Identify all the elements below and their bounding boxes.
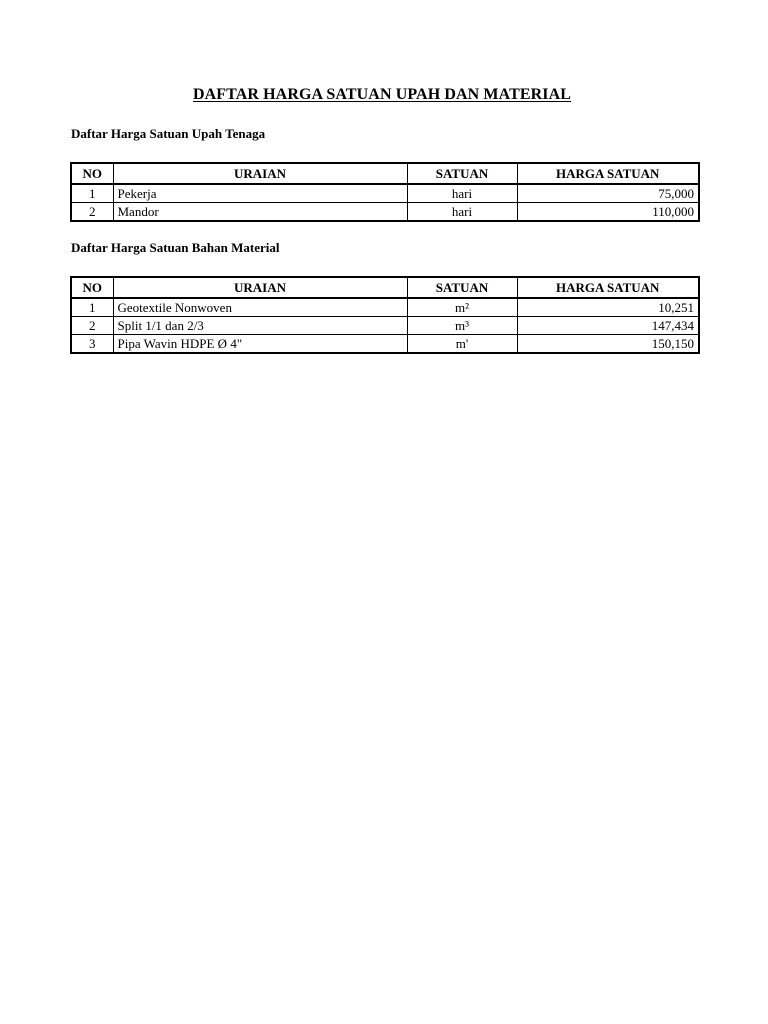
cell-uraian: Geotextile Nonwoven [113,298,407,317]
cell-no: 2 [71,203,113,222]
cell-uraian: Split 1/1 dan 2/3 [113,317,407,335]
cell-no: 1 [71,184,113,203]
table-bahan-material [70,276,700,354]
cell-uraian: Mandor [113,203,407,222]
table-row [71,184,699,203]
header-harga-satuan: HARGA SATUAN [517,163,699,184]
header-harga-satuan: HARGA SATUAN [517,277,699,298]
header-no: NO [71,163,113,184]
cell-harga: 10,251 [517,298,699,317]
cell-harga: 147,434 [517,317,699,335]
cell-uraian: Pekerja [113,184,407,203]
table-header-row [71,163,699,184]
header-satuan: SATUAN [407,277,517,298]
cell-harga: 75,000 [517,184,699,203]
table-row [71,335,699,354]
cell-uraian: Pipa Wavin HDPE Ø 4" [113,335,407,354]
cell-no: 3 [71,335,113,354]
table-upah-tenaga [70,162,700,222]
table-row [71,203,699,222]
section-title-bahan-material: Daftar Harga Satuan Bahan Material [71,240,280,255]
cell-satuan: m³ [407,317,517,335]
cell-satuan: hari [407,184,517,203]
cell-harga: 150,150 [517,335,699,354]
table-row [71,298,699,317]
section-title-upah-tenaga: Daftar Harga Satuan Upah Tenaga [71,126,266,141]
cell-harga: 110,000 [517,203,699,222]
page-title: DAFTAR HARGA SATUAN UPAH DAN MATERIAL [192,86,572,103]
cell-no: 2 [71,317,113,335]
header-uraian: URAIAN [113,163,407,184]
header-no: NO [71,277,113,298]
cell-satuan: m² [407,298,517,317]
table-row [71,317,699,335]
cell-satuan: hari [407,203,517,222]
cell-satuan: m' [407,335,517,354]
cell-no: 1 [71,298,113,317]
header-uraian: URAIAN [113,277,407,298]
table-header-row [71,277,699,298]
header-satuan: SATUAN [407,163,517,184]
